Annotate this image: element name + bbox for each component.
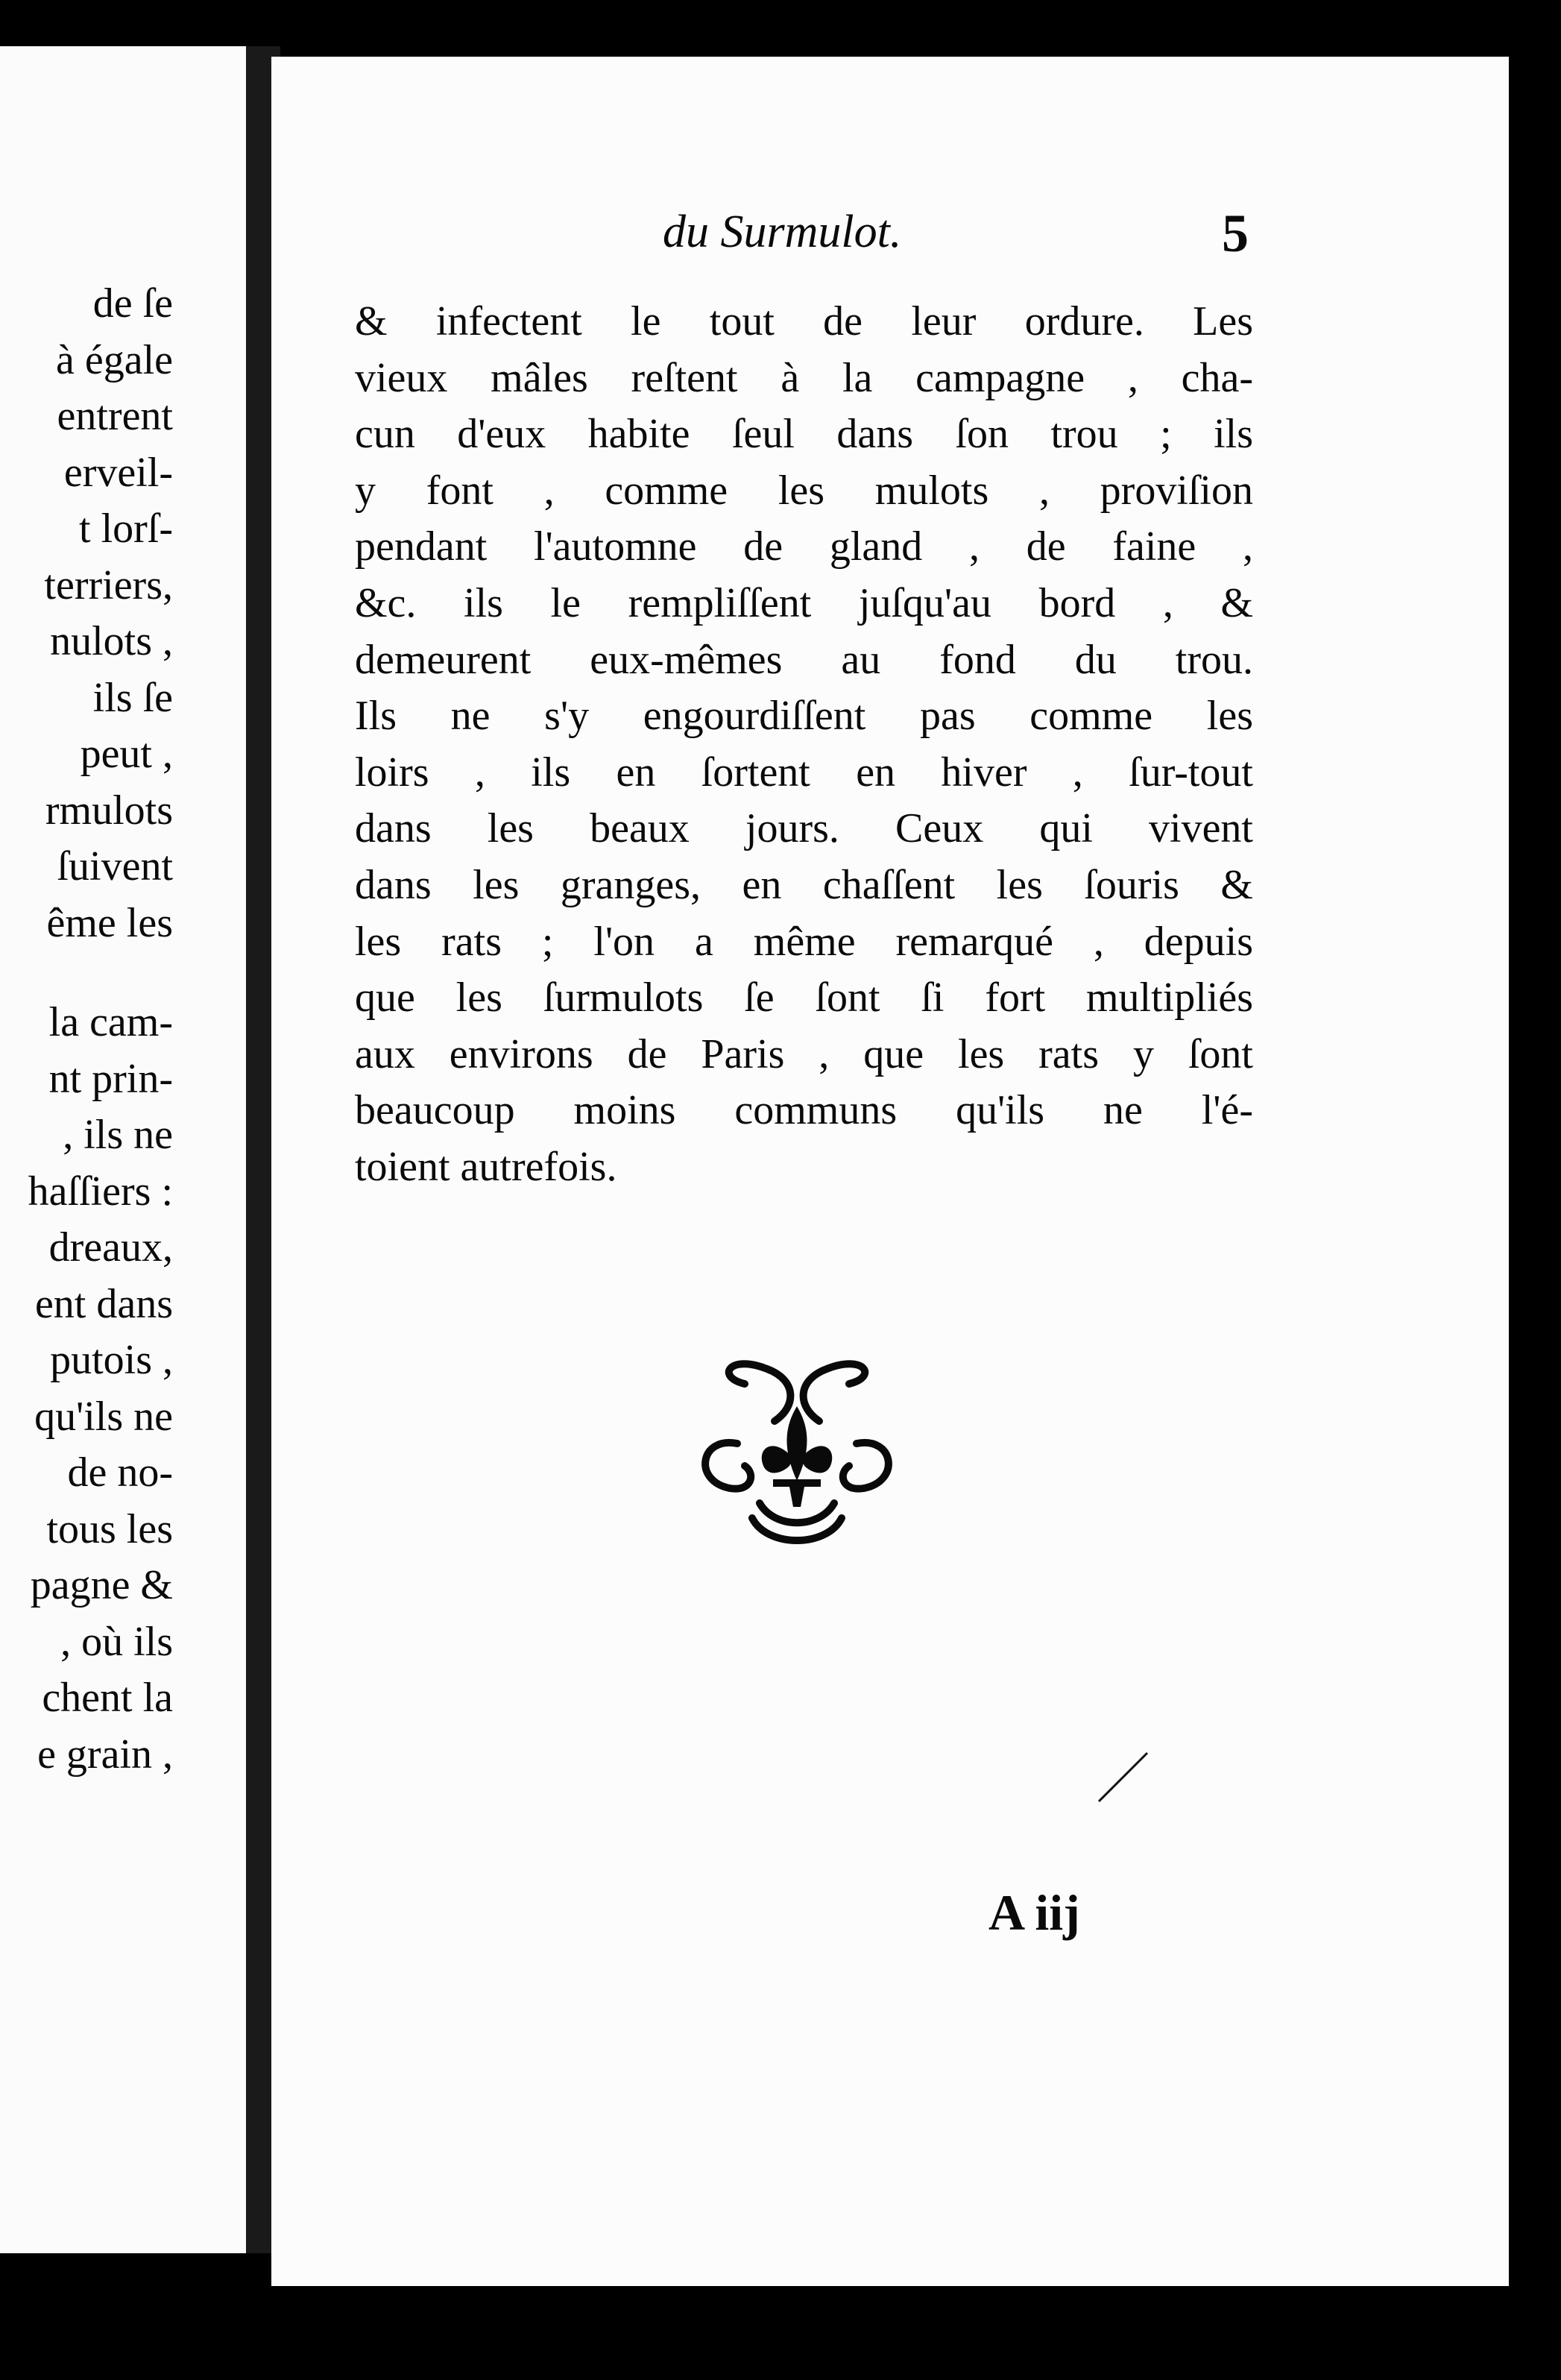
text-line: beaucoup moins communs qu'ils ne l'é- (355, 1087, 1253, 1134)
left-page-line: tous les (46, 1505, 173, 1552)
left-page-line: t lorſ- (79, 506, 173, 552)
text-line: aux environs de Paris , que les rats y ſont (355, 1030, 1253, 1077)
left-page-line: terriers, (44, 561, 173, 608)
left-page-line: ſuivent (57, 843, 173, 890)
text-line: cun d'eux habite ſeul dans ſon trou ; ils (355, 411, 1253, 458)
text-line: dans les granges, en chaſſent les ſouris & (355, 861, 1253, 908)
left-page-text (28, 276, 173, 1783)
text-line: que les ſurmulots ſe ſont ſi fort multipliés (355, 975, 1253, 1021)
left-page-line: ils ſe (92, 674, 173, 721)
left-page-line: la cam- (48, 999, 173, 1045)
page-number: 5 (1222, 204, 1249, 263)
left-page-line: , ils ne (63, 1112, 173, 1158)
text-line: demeurent eux-mêmes au fond du trou. (355, 636, 1253, 683)
left-page-line (28, 951, 173, 995)
text-line: & infectent le tout de leur ordure. Les (355, 298, 1253, 344)
text-line: &c. ils le rempliſſent juſqu'au bord , & (355, 579, 1253, 626)
left-page-line: peut , (80, 731, 173, 777)
left-page-line: putois , (50, 1337, 173, 1383)
text-line: loirs , ils en ſortent en hiver , ſur-tout (355, 749, 1253, 796)
body-text (355, 294, 1253, 1196)
text-line: toient autrefois. (355, 1143, 617, 1190)
left-page-line: de no- (67, 1449, 173, 1496)
left-page-line: erveil- (63, 449, 173, 496)
left-page-line: de ſe (92, 280, 173, 327)
left-page-line: à égale (56, 336, 173, 383)
text-line: Ils ne s'y engourdiſſent pas comme les (355, 693, 1253, 740)
left-page-line: ême les (46, 899, 173, 946)
left-page-line: e grain , (37, 1731, 173, 1778)
left-page-line: entrent (57, 393, 173, 439)
left-page-line: pagne & (30, 1562, 173, 1608)
left-page-line: , où ils (60, 1618, 173, 1665)
text-line: vieux mâles reſtent à la campagne , cha- (355, 354, 1253, 401)
left-page-line: rmulots (45, 787, 173, 834)
pencil-mark (1091, 1749, 1151, 1809)
left-page-line: chent la (42, 1675, 173, 1721)
left-page-line: nt prin- (48, 1055, 173, 1102)
signature-mark: A iij (988, 1884, 1080, 1941)
fleur-de-lis-icon (685, 1354, 909, 1563)
text-line: dans les beaux jours. Ceux qui vivent (355, 805, 1253, 852)
left-page-line: haſſiers : (28, 1168, 173, 1215)
left-page-line: dreaux, (48, 1224, 173, 1271)
text-line: pendant l'automne de gland , de faine , (355, 523, 1253, 570)
left-page-line: qu'ils ne (34, 1393, 173, 1440)
left-page (0, 46, 246, 2253)
left-page-line: ent dans (34, 1280, 173, 1327)
text-line: les rats ; l'on a même remarqué , depuis (355, 918, 1253, 965)
left-page-line: nulots , (50, 618, 173, 664)
right-page (271, 57, 1509, 2286)
text-line: y font , comme les mulots , proviſion (355, 467, 1253, 514)
running-head: du Surmulot. (663, 207, 902, 257)
